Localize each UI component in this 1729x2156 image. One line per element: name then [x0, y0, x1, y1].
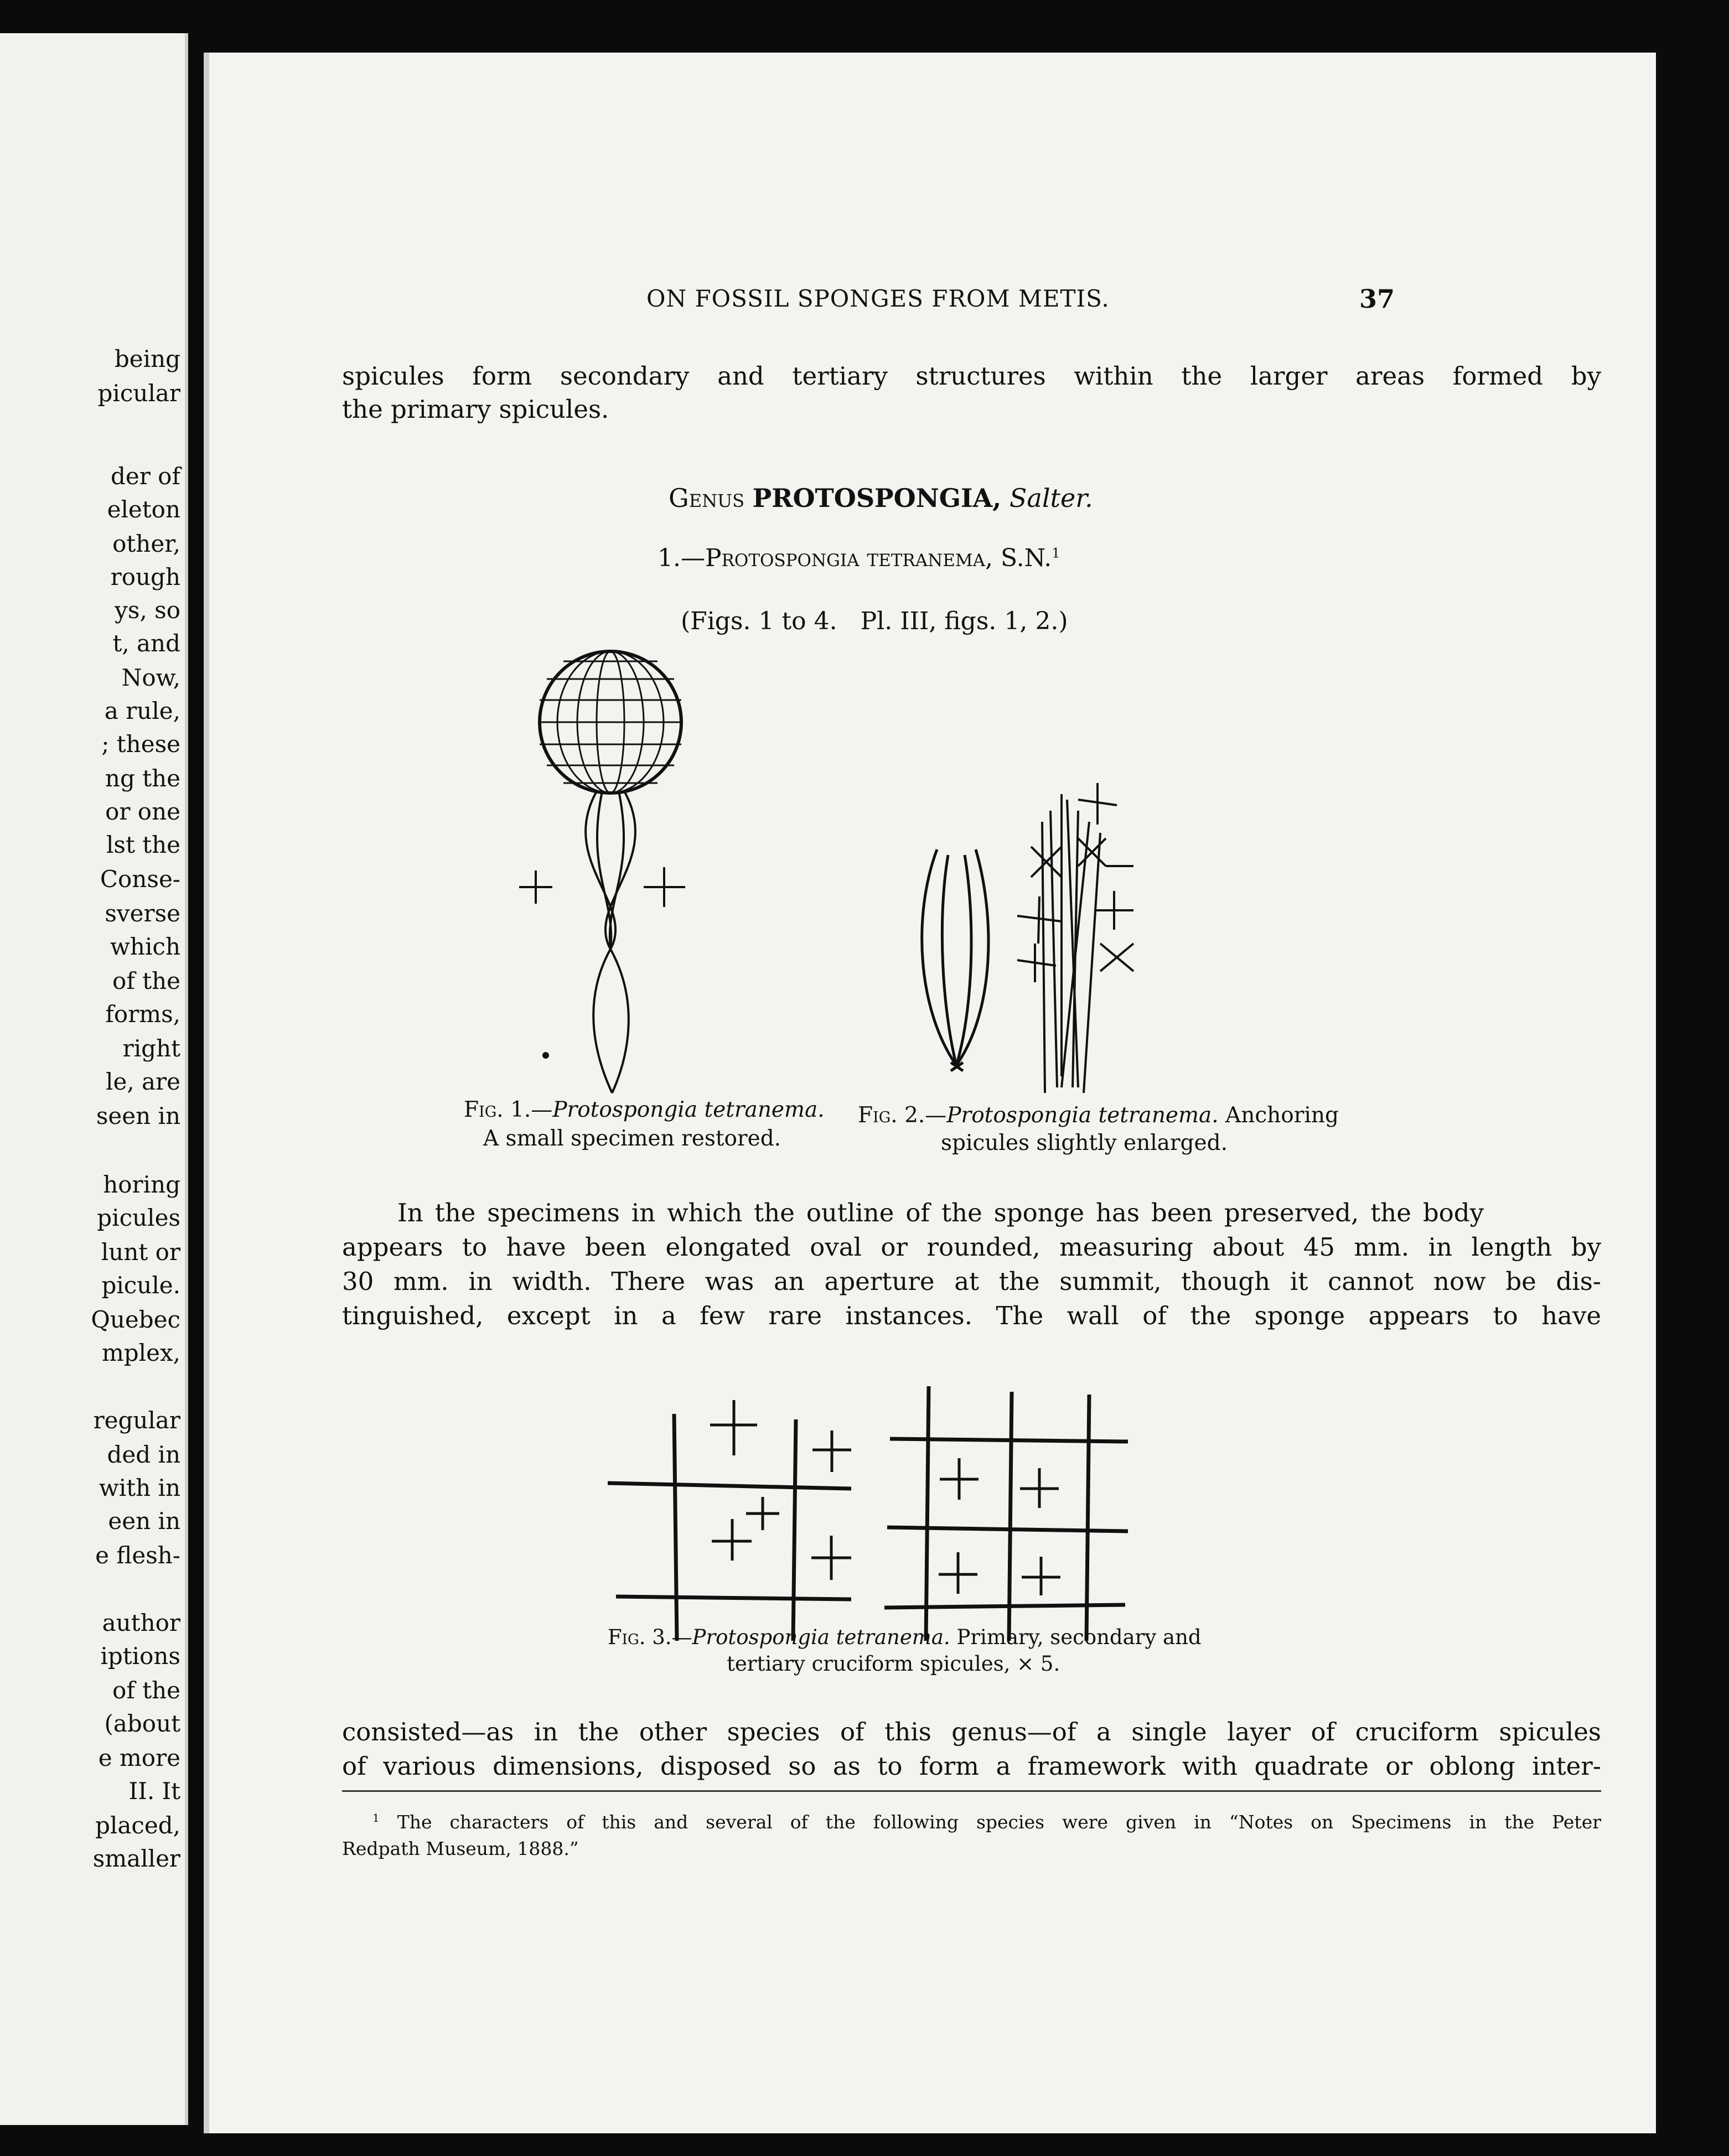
fig3-rest: Primary, secondary and [956, 1625, 1202, 1649]
main-page [204, 53, 1656, 2133]
left-page-line-fragment: smaller [92, 1845, 180, 1872]
left-page-line-fragment: a rule, [104, 697, 180, 724]
left-page-line-fragment: ys, so [115, 597, 180, 624]
figure-1-sponge-restored [519, 639, 702, 1104]
running-head: ON FOSSIL SPONGES FROM METIS. [646, 285, 1110, 312]
left-page-line-fragment: sverse [105, 900, 180, 927]
genus-author: Salter. [1009, 483, 1093, 513]
paragraph-1-line-4: tinguished, except in a few rare instances. The wall of the sponge appears to have [342, 1301, 1601, 1330]
genus-name: PROTOSPONGIA, [752, 483, 1002, 513]
figure-1-caption-line-1 [464, 1097, 825, 1122]
paragraph-2-line-2: of various dimensions, disposed so as to form a framework with quadrate or oblong inter- [342, 1751, 1601, 1781]
left-page-line-fragment: regular [93, 1407, 180, 1434]
left-page-line-fragment: picule. [101, 1272, 180, 1299]
fig3-species: Protospongia tetranema. [692, 1625, 950, 1649]
left-page-line-fragment: een in [108, 1507, 180, 1535]
genus-heading [669, 483, 1093, 513]
left-page-edge [185, 33, 188, 2125]
figure-3-caption-line-1 [608, 1625, 1202, 1649]
left-page-line-fragment: with in [99, 1474, 180, 1501]
left-page-line-fragment: author [102, 1609, 180, 1636]
paragraph-1-line-2: appears to have been elongated oval or rounded, measuring about 45 mm. in length by [342, 1232, 1601, 1262]
footnote-text-1: The characters of this and several of the following species were given in “Notes on Specimens in the Peter [397, 1811, 1601, 1833]
left-page-line-fragment: seen in [96, 1102, 180, 1129]
left-page-line-fragment: e flesh- [95, 1542, 180, 1569]
intro-line-2: the primary spicules. [342, 395, 609, 424]
fig3-label: Fig. 3.— [608, 1625, 692, 1649]
left-page-line-fragment: le, are [106, 1068, 180, 1095]
fig1-label: Fig. 1.— [464, 1097, 553, 1122]
genus-prefix: Genus [669, 483, 744, 513]
left-page-line-fragment: lunt or [101, 1238, 180, 1266]
fig2-label: Fig. 2.— [858, 1103, 947, 1128]
intro-line-1: spicules form secondary and tertiary structures within the larger areas formed by [342, 361, 1601, 391]
left-page-line-fragment: Conse- [100, 865, 180, 893]
left-page-line-fragment: of the [112, 967, 180, 994]
left-page-line-fragment: der of [111, 463, 180, 490]
left-page-line-fragment: rough [110, 563, 180, 590]
fig1-species: Protospongia tetranema. [552, 1097, 825, 1122]
left-page-line-fragment: being [114, 345, 180, 372]
figs-reference: (Figs. 1 to 4. Pl. III, figs. 1, 2.) [681, 607, 1068, 635]
left-page-line-fragment: picular [97, 380, 180, 407]
species-heading [658, 544, 1060, 572]
figure-1-caption-line-2: A small specimen restored. [483, 1126, 781, 1151]
footnote-rule [342, 1790, 1601, 1792]
species-name: Protospongia tetranema, [705, 544, 993, 572]
left-page-fragment [0, 33, 188, 2125]
fig2-rest: Anchoring [1225, 1103, 1339, 1128]
paragraph-2-line-1: consisted—as in the other species of this genus—of a single layer of cruciform spicules [342, 1717, 1601, 1746]
figure-2-caption-line-1 [858, 1103, 1339, 1128]
left-page-line-fragment: or one [105, 798, 180, 825]
left-page-line-fragment: forms, [105, 1001, 180, 1028]
left-page-line-fragment: II. It [128, 1777, 180, 1805]
left-page-line-fragment: of the [112, 1677, 180, 1704]
paragraph-1-line-3: 30 mm. in width. There was an aperture at the summit, though it cannot now be dis- [342, 1267, 1601, 1296]
left-page-line-fragment: ng the [105, 765, 180, 792]
species-suffix: S.N. [1001, 544, 1052, 572]
left-page-line-fragment: eleton [107, 496, 180, 523]
left-page-line-fragment: iptions [100, 1642, 180, 1670]
left-page-line-fragment: (about [104, 1710, 180, 1737]
left-page-line-fragment: t, and [112, 630, 180, 657]
figure-2-caption-line-2: spicules slightly enlarged. [941, 1131, 1228, 1155]
left-page-line-fragment: Now, [121, 664, 180, 691]
left-page-line-fragment: Quebec [91, 1306, 180, 1333]
left-page-line-fragment: placed, [95, 1812, 180, 1839]
fig2-species: Protospongia tetranema. [946, 1103, 1219, 1128]
left-page-line-fragment: mplex, [101, 1339, 180, 1366]
left-page-line-fragment: ded in [107, 1441, 180, 1468]
left-page-line-fragment: right [122, 1035, 180, 1062]
page-spine [204, 53, 209, 2133]
left-page-line-fragment: lst the [106, 831, 180, 858]
left-page-line-fragment: ; these [101, 730, 180, 758]
figure-3-caption-line-2: tertiary cruciform spicules, × 5. [727, 1652, 1060, 1676]
species-number: 1.— [658, 544, 705, 572]
left-page-line-fragment: horing [103, 1171, 180, 1198]
footnote-ref: 1 [1052, 545, 1060, 561]
footnote-line-2: Redpath Museum, 1888.” [342, 1838, 579, 1859]
page-number: 37 [1359, 284, 1395, 314]
figure-2-anchoring-spicules [912, 778, 1145, 1098]
footnote-mark: 1 [372, 1811, 380, 1825]
left-page-line-fragment: picules [97, 1204, 180, 1231]
footnote-line-1 [372, 1811, 1601, 1833]
left-page-line-fragment: e more [98, 1744, 180, 1771]
left-page-line-fragment: which [110, 933, 180, 960]
paragraph-1-line-1: In the specimens in which the outline of the sponge has been preserved, the body [397, 1198, 1484, 1227]
figure-3-cruciform-spicules [608, 1331, 1161, 1641]
left-page-line-fragment: other, [112, 530, 180, 557]
